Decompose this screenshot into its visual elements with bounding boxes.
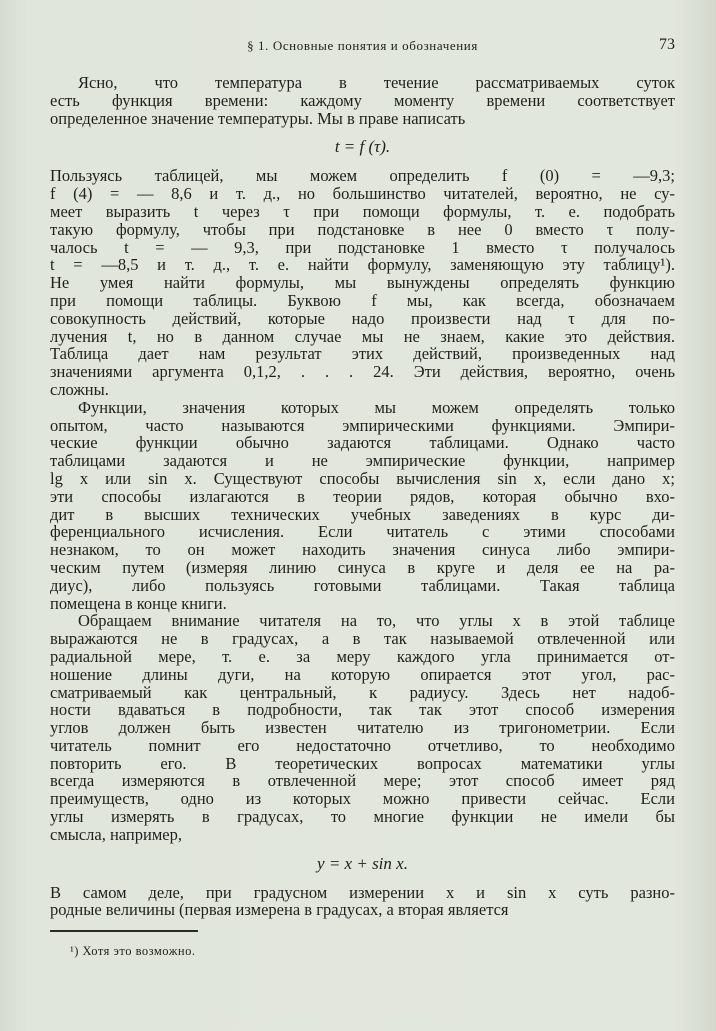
- text-line: опытом, часто называются эмпирическими функциями. Эмпири-: [50, 415, 675, 435]
- formula-t-equals-f-tau: t = f (τ).: [334, 137, 391, 157]
- section-title: § 1. Основные понятия и обозначения: [247, 38, 478, 53]
- text-line: радиальной мере, т. е. за меру каждого угла принимается от-: [50, 646, 675, 666]
- text-line: чалось t = — 9,3, при подстановке 1 вместо τ получалось: [50, 237, 675, 257]
- text-line: смысла, например,: [50, 824, 182, 844]
- text-line: родные величины (первая измерена в градусах, а вторая является: [50, 900, 509, 920]
- paragraph-4: [50, 612, 675, 843]
- text-line: Ясно, что температура в течение рассматриваемых суток: [78, 73, 675, 92]
- paragraph-2: [50, 167, 675, 398]
- text-line: ческим путем (измеряя линию синуса в круге и деля ее на ра-: [50, 557, 675, 577]
- text-line: Обращаем внимание читателя на то, что углы x в этой таблице: [78, 611, 675, 631]
- text-line: всегда измеряются в отвлеченной мере; этот способ имеет ряд: [50, 771, 675, 791]
- text-line: незнаком, то он может находить значения синуса либо эмпири-: [50, 540, 675, 560]
- text-line: есть функция времени: каждому моменту времени соответствует: [50, 90, 675, 110]
- text-line: углы измерять в градусах, то многие функции не имели бы: [50, 807, 675, 827]
- text-line: углов должен быть известен читателю из тригонометрии. Если: [50, 718, 675, 738]
- text-line: сложны.: [50, 379, 109, 399]
- text-line: эти способы излагаются в теории рядов, которая обычно вхо-: [50, 486, 675, 506]
- footnote-divider: [50, 930, 198, 932]
- text-line: меет выразить t через τ при помощи формулы, т. е. подобрать: [50, 201, 675, 221]
- text-line: ношение длины дуги, на которую опирается этот угол, рас-: [50, 664, 675, 684]
- text-line: определенное значение температуры. Мы в праве написать: [50, 108, 466, 128]
- text-line: Функции, значения которых мы можем определять только: [78, 397, 675, 417]
- text-line: Не умея найти формулы, мы вынуждены определять функцию: [50, 273, 675, 293]
- text-line: Таблица дает нам результат этих действий, произведенных над: [50, 344, 675, 364]
- text-line: диус), либо пользуясь готовыми таблицами. Такая таблица: [50, 575, 675, 595]
- body-text: [50, 74, 675, 919]
- text-line: ференциального исчисления. Если читатель с этими способами: [50, 522, 675, 542]
- text-line: В самом деле, при градусном измерении x и sin x суть разно-: [50, 882, 675, 902]
- text-line: лучения t, но в данном случае мы не знаем, какие это действия.: [50, 326, 675, 346]
- page-number: 73: [659, 36, 675, 53]
- text-line: такую формулу, чтобы при подстановке в нее 0 вместо τ полу-: [50, 219, 675, 239]
- text-line: дит в высших технических учебных заведениях в курс ди-: [50, 504, 675, 524]
- text-line: сматриваемый как центральный, к радиусу. Здесь нет надоб-: [50, 682, 675, 702]
- paragraph-5: [50, 884, 675, 920]
- text-line: таблицами задаются и не эмпирические функции, например: [50, 451, 675, 471]
- text-line: помещена в конце книги.: [50, 593, 227, 613]
- paragraph-3: [50, 399, 675, 613]
- text-line: f (4) = — 8,6 и т. д., но большинство читателей, вероятно, не су-: [50, 184, 675, 204]
- text-line: значениями аргумента 0,1,2, . . . 24. Эти действия, вероятно, очень: [50, 362, 675, 382]
- text-line: при помощи таблицы. Буквою f мы, как всегда, обозначаем: [50, 290, 675, 310]
- text-line: совокупность действий, которые надо произвести над τ для по-: [50, 308, 675, 328]
- text-line: Пользуясь таблицей, мы можем определить f (0) = —9,3;: [50, 166, 675, 186]
- text-line: ческие функции обычно задаются таблицами. Однако часто: [50, 433, 675, 453]
- text-line: преимуществ, одно из которых можно привести сейчас. Если: [50, 789, 675, 809]
- formula-y-equals-x-plus-sinx: y = x + sin x.: [317, 853, 408, 873]
- paragraph-1: [50, 74, 675, 127]
- text-line: ности вдаваться в подробности, так так этот способ измерения: [50, 700, 675, 720]
- text-line: читатель помнит его недостаточно отчетливо, то необходимо: [50, 735, 675, 755]
- running-header: [50, 36, 675, 56]
- text-line: выражаются не в градусах, а в так называемой отвлеченной или: [50, 629, 675, 649]
- text-line: lg x или sin x. Существуют способы вычисления sin x, если дано x;: [50, 468, 675, 488]
- footnote: ¹) Хотя это возможно.: [70, 944, 196, 958]
- text-line: t = —8,5 и т. д., т. е. найти формулу, заменяющую эту таблицу¹).: [50, 255, 675, 275]
- text-line: повторить его. В теоретических вопросах математики углы: [50, 753, 675, 773]
